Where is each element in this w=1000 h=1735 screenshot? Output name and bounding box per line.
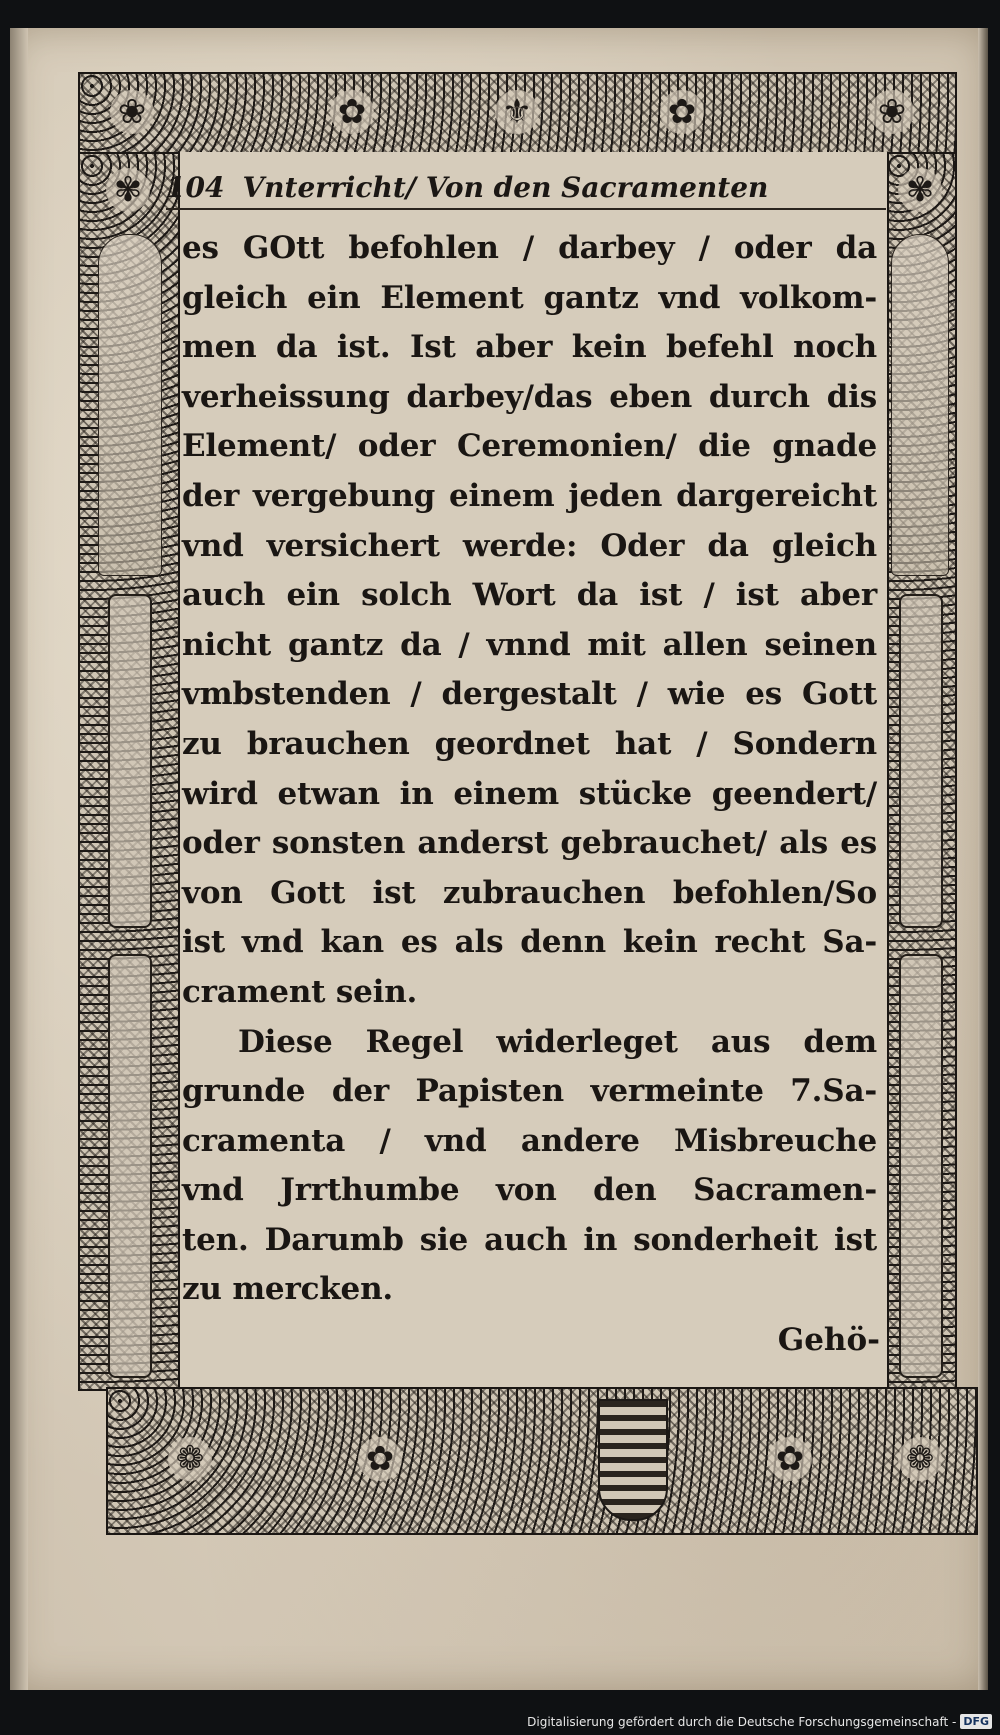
pillar-ornament-right-lower [899, 954, 943, 1378]
text-line-indented: Diese Regel widerleget aus dem [238, 1023, 877, 1060]
woodcut-border-right [885, 152, 957, 1391]
saint-figure-left [98, 234, 162, 576]
text-line: wird etwan in einem stücke geendert/ [182, 775, 877, 812]
text-line: von Gott ist zubrauchen befohlen/So [182, 874, 877, 911]
digitization-credit [527, 1714, 992, 1729]
text-line: nicht gantz da / vnnd mit allen seinen [182, 626, 877, 663]
saint-figure-right [891, 234, 949, 576]
text-line: vnd Jrrthumbe von den Sacramen- [182, 1172, 877, 1209]
text-line: crament sein. [182, 973, 418, 1010]
text-line: men da ist. Ist aber kein befehl noch [182, 329, 877, 366]
woodcut-border-top [78, 72, 957, 156]
text-line: vnd versichert werde: Oder da gleich [182, 527, 877, 564]
flower-ornament-icon: ✾ [106, 168, 150, 212]
pillar-ornament-left-lower [108, 954, 152, 1378]
rosette-ornament-icon: ✿ [330, 90, 374, 134]
catchword: Gehö- [777, 1322, 880, 1358]
rosette-ornament-icon: ✿ [660, 90, 704, 134]
text-line: der vergebung einem jeden dargereicht [182, 477, 877, 514]
fleur-ornament-icon: ⚜ [495, 90, 539, 134]
flower-ornament-icon: ✾ [898, 168, 942, 212]
text-line: auch ein solch Wort da ist / ist aber [182, 577, 877, 614]
dfg-logo-icon: DFG [960, 1714, 992, 1729]
running-title: Vnterricht/ Von den Sacramenten [242, 171, 769, 204]
text-line: cramenta / vnd andere Misbreuche [182, 1122, 877, 1159]
text-line: vmbstenden / dergestalt / wie es Gott [182, 676, 877, 713]
page-edge-right [978, 28, 988, 1690]
text-line: verheissung darbey/das eben durch dis [182, 378, 877, 415]
running-head [166, 168, 886, 210]
pillar-ornament-left [108, 594, 152, 928]
rosette-ornament-icon: ❁ [168, 1437, 212, 1481]
body-text [182, 224, 877, 1315]
text-line: ist vnd kan es als denn kein recht Sa- [182, 924, 877, 961]
text-line: grunde der Papisten vermeinte 7.Sa- [182, 1073, 877, 1110]
page-number: 104 [166, 171, 225, 204]
text-line: zu brauchen geordnet hat / Sondern [182, 725, 877, 762]
credit-text: Digitalisierung gefördert durch die Deutsche Forschungsgemeinschaft - [527, 1714, 957, 1729]
rosette-ornament-icon: ❀ [110, 90, 154, 134]
page-edge-left [10, 28, 28, 1690]
text-line: Element/ oder Ceremonien/ die gnade [182, 428, 877, 465]
rosette-ornament-icon: ❀ [870, 90, 914, 134]
pillar-ornament-right [899, 594, 943, 928]
rosette-ornament-icon: ✿ [358, 1437, 402, 1481]
rosette-ornament-icon: ✿ [768, 1437, 812, 1481]
text-line: gleich ein Element gantz vnd volkom- [182, 279, 877, 316]
woodcut-border-bottom [106, 1387, 978, 1535]
rosette-ornament-icon: ❁ [898, 1437, 942, 1481]
text-line: ten. Darumb sie auch in sonderheit ist [182, 1221, 877, 1258]
text-line: es GOtt befohlen / darbey / oder da [182, 230, 877, 266]
text-line: zu mercken. [182, 1271, 394, 1308]
coat-of-arms-shield-icon [598, 1399, 668, 1521]
text-line: oder sonsten anderst gebrauchet/ als es [182, 825, 877, 862]
woodcut-border-left [78, 152, 182, 1391]
